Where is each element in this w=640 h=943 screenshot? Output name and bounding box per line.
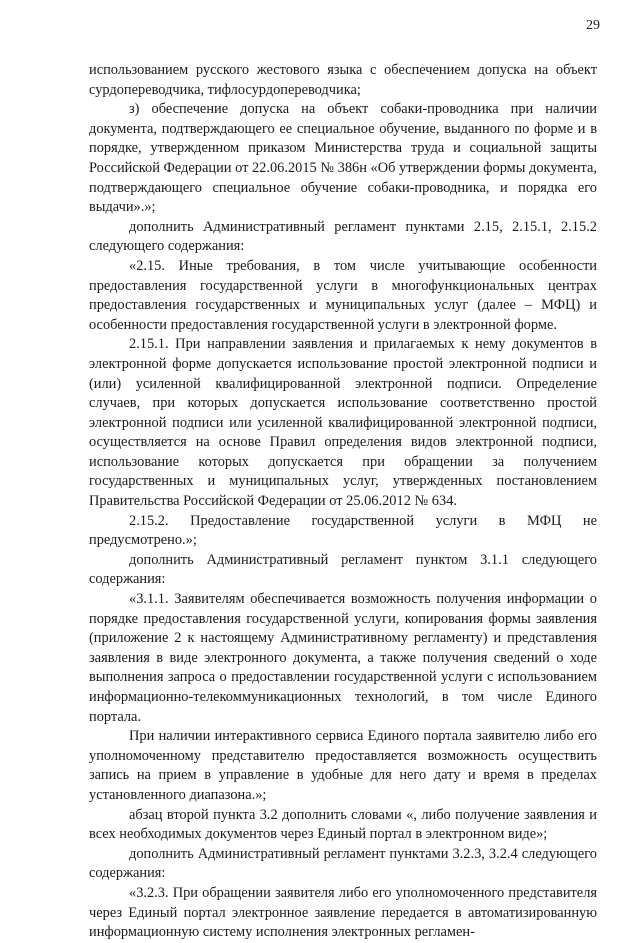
document-body — [89, 61, 597, 943]
paragraph-5: 2.15.1. При направлении заявления и прилагаемых к нему документов в электронной форме допускается использование простой электронной подписи и (или) усиленной квалифицированной электронной подписи. Определение случаев, при которых допускается использование соответственно простой электронной подписи или усиленной квалифицированной электронной подписи, осуществляется на основе Правил определения видов электронной подписи, использование которых допускается при обращении за получением государственных и муниципальных услуг, утвержденных постановлением Правительства Российской Федерации от 25.06.2012 № 634. — [89, 336, 597, 510]
paragraph-8: «3.1.1. Заявителям обеспечивается возможность получения информации о порядке предоставления государственной услуги, копирования формы заявления (приложение 2 к настоящему Административному регламенту) и представления заявления в виде электронного документа, а также получения сведений о ходе выполнения запроса о предоставлении государственной услуги с использованием информационно-телекоммуникационных технологий, в том числе Единого портала. — [89, 591, 597, 725]
paragraph-1: использованием русского жестового языка с обеспечением допуска на объект сурдопереводчика, тифлосурдопереводчика; — [89, 62, 597, 98]
paragraph-7: дополнить Административный регламент пунктом 3.1.1 следующего содержания: — [89, 551, 597, 588]
paragraph-12: «3.2.3. При обращении заявителя либо его уполномоченного представителя через Единый портал электронное заявление передается в автоматизированную информационную систему исполнения электронных регламен- — [89, 884, 597, 941]
paragraph-4: «2.15. Иные требования, в том числе учитывающие особенности предоставления государственной услуги в многофункциональных центрах предоставления государственных и муниципальных услуг (далее – МФЦ) и особенности предоставления государственной услуги в электронной форме. — [89, 257, 597, 333]
paragraph-10: абзац второй пункта 3.2 дополнить словами «, либо получение заявления и всех необходимых документов через Единый портал в электронном виде»; — [89, 806, 597, 843]
paragraph-6: 2.15.2. Предоставление государственной услуги в МФЦ не предусмотрено.»; — [89, 512, 597, 549]
paragraph-11: дополнить Административный регламент пунктами 3.2.3, 3.2.4 следующего содержания: — [89, 845, 597, 882]
page-number: 29 — [586, 18, 600, 33]
paragraph-3: дополнить Административный регламент пунктами 2.15, 2.15.1, 2.15.2 следующего содержания: — [89, 218, 597, 255]
paragraph-2: з) обеспечение допуска на объект собаки-проводника при наличии документа, подтверждающего ее специальное обучение, выданного по форме и в порядке, утвержденном приказом Министерства труда и социальной защиты Российской Федерации от 22.06.2015 № 386н «Об утверждении формы документа, подтверждающего специальное обучение собаки-проводника, и порядка его выдачи».»; — [89, 101, 597, 216]
paragraph-9: При наличии интерактивного сервиса Единого портала заявителю либо его уполномоченному представителю предоставляется возможность осуществить запись на прием в управление в удобные для него дату и время в пределах установленного диапазона.»; — [89, 728, 597, 803]
